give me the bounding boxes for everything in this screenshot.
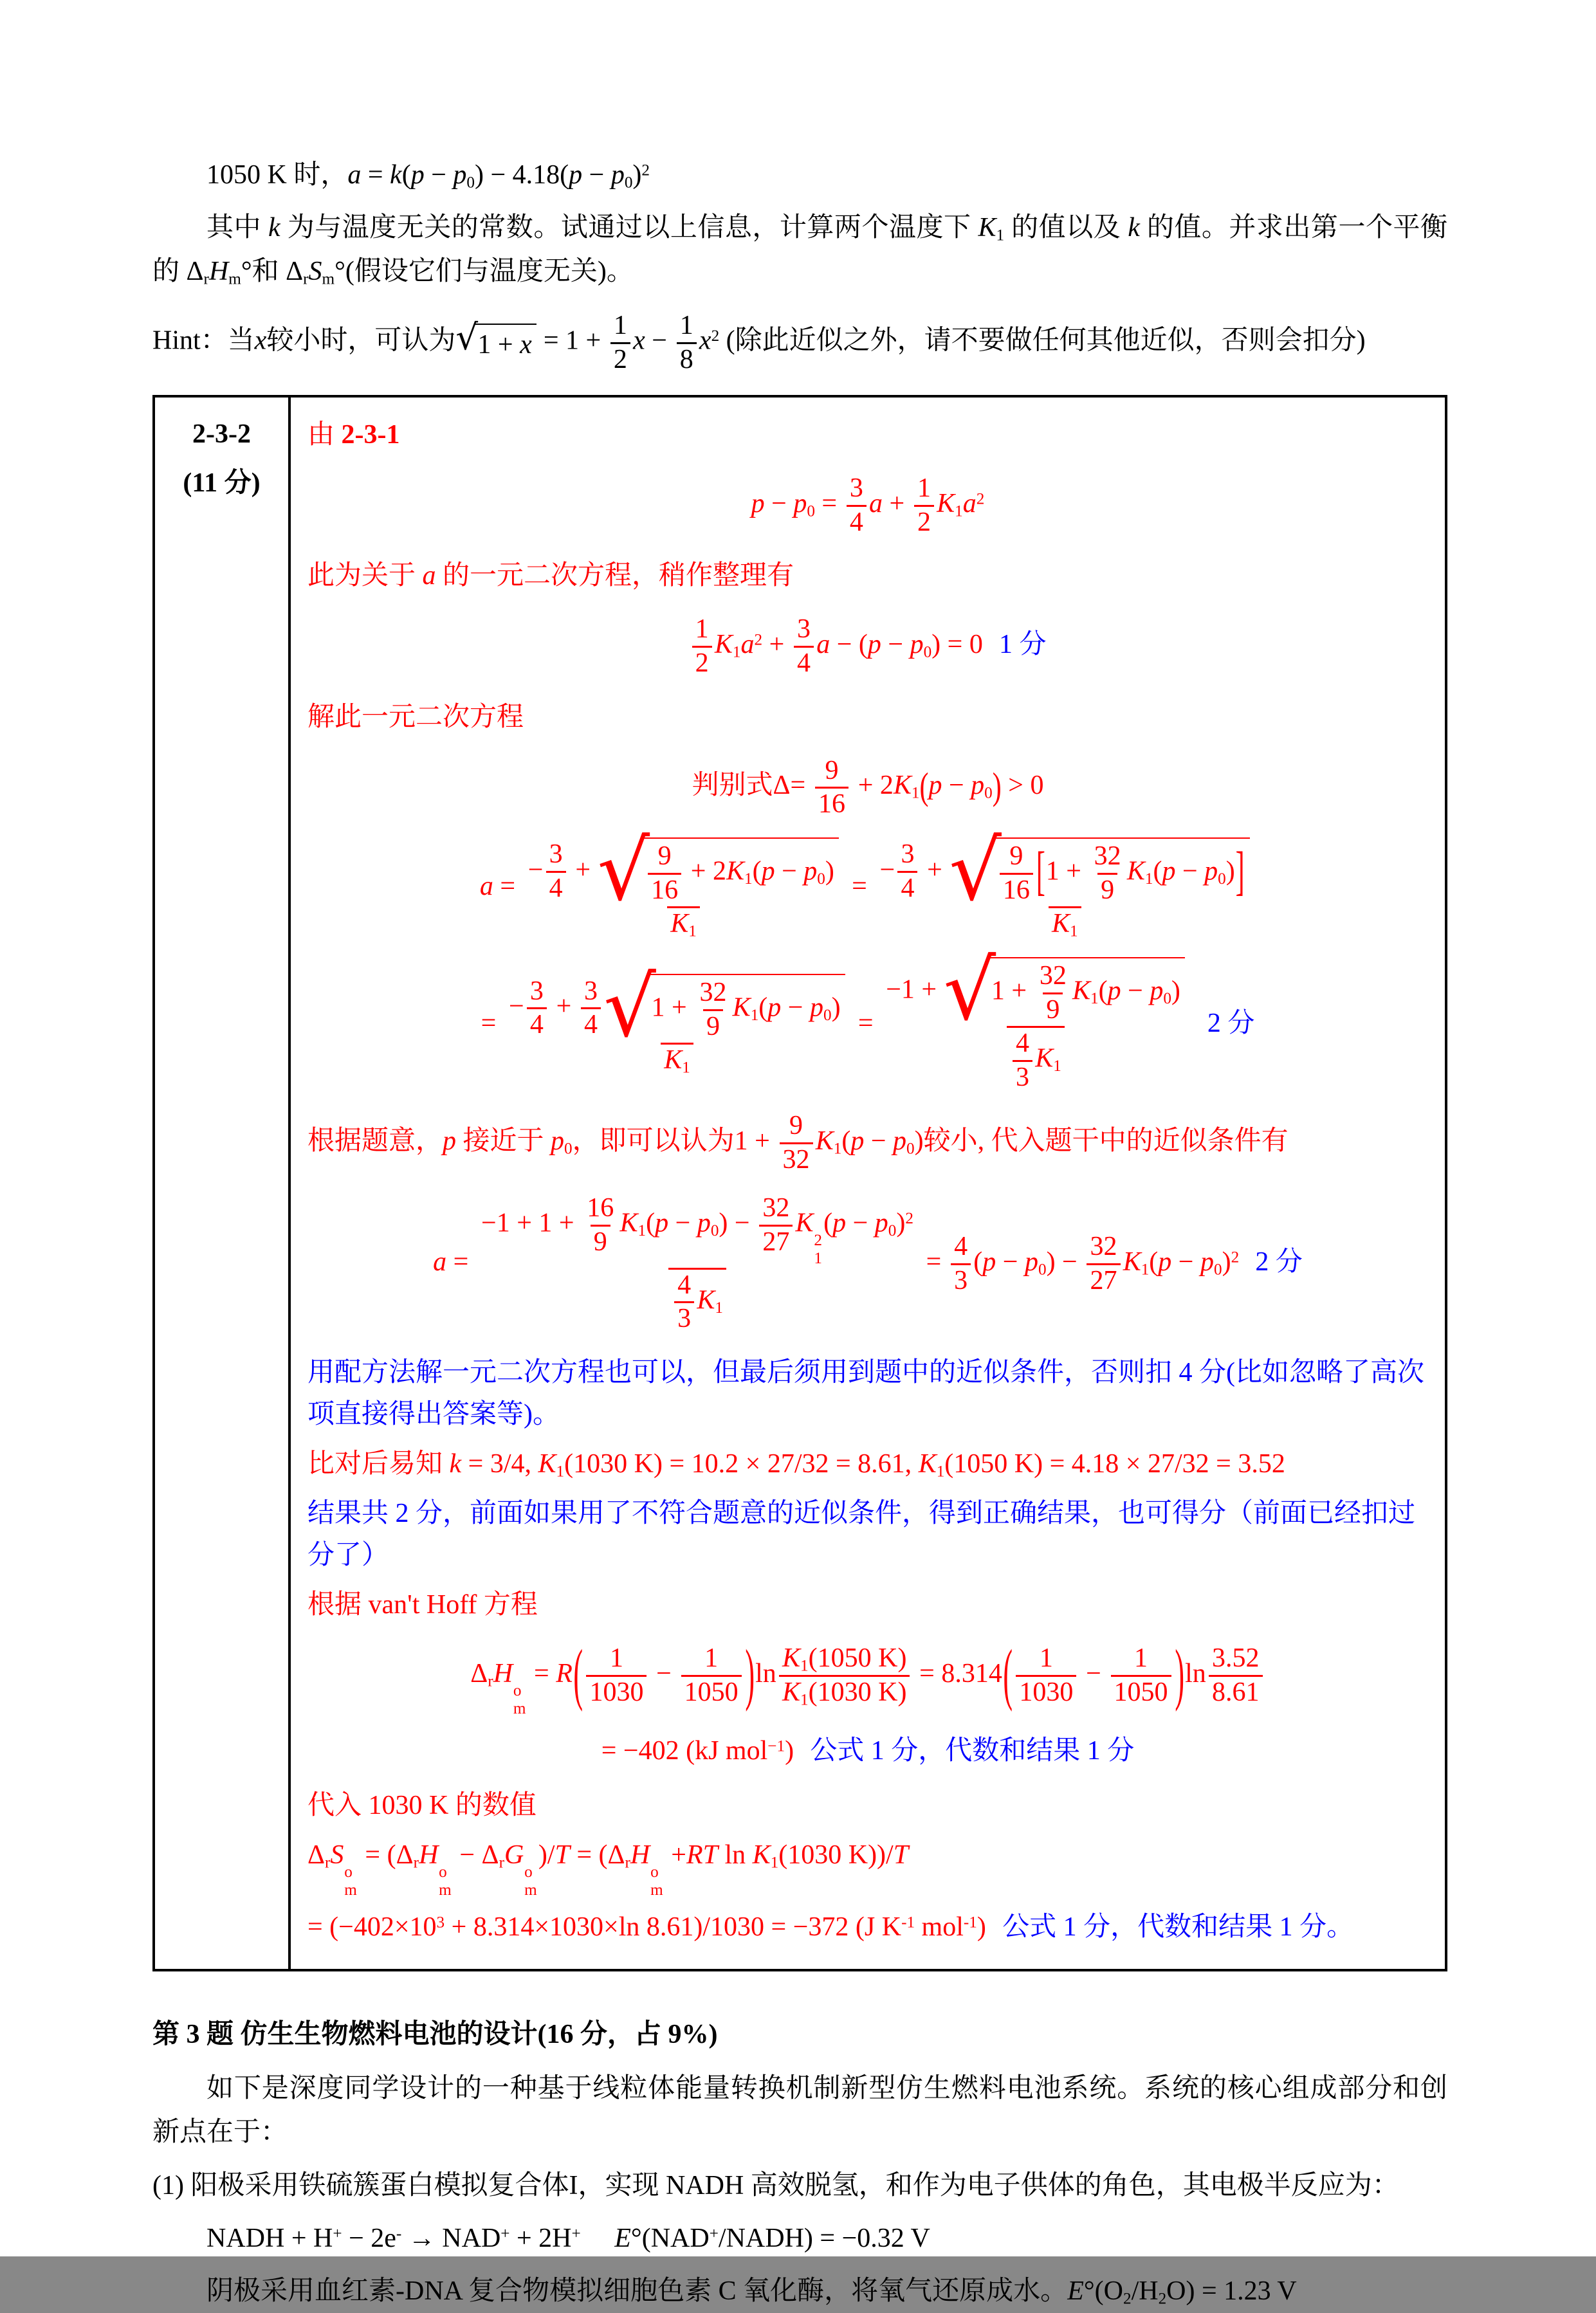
solution-step	[307, 473, 1428, 538]
step-content: 判别式Δ= $\frac{9}{16}$ + $2K_1(p - p_0) > 0$	[692, 771, 1044, 800]
solution-step	[307, 1906, 1428, 1948]
solution-step	[307, 957, 1428, 1094]
solution-step	[307, 1352, 1428, 1436]
score-note: 1 分	[999, 630, 1047, 660]
score-note: 2 分	[1207, 1008, 1255, 1038]
step-content: $p - p_0$ = $\frac{3}{4}$ a + $\frac{1}{2}$ $K_1a^2$	[751, 489, 985, 518]
solution-step	[307, 1493, 1428, 1577]
step-content: = −402 (kJ mol$^{-1}$)	[601, 1736, 794, 1766]
step-content: $\Delta_rS$ o m = ($\Delta_rH$ o m − $\Delta_rG$ o m )$/T = (\Delta_rH$ o m +RT $\ln K_1(1030$ K))/T	[307, 1840, 909, 1899]
section-3-title: 第 3 题 仿生生物燃料电池的设计(16 分，占 9%)	[152, 2020, 718, 2050]
step-content: 代入 1030 K 的数值	[307, 1790, 537, 1820]
step-content: 用配方法解一元二次方程也可以，但最后须用到题中的近似条件，否则扣 4 分(比如忽略了高次项直接得出答案等)。	[307, 1357, 1424, 1429]
solution-step	[307, 1734, 1428, 1768]
step-content: a = − $\frac{3}{4}$ + √ $\frac{9}{16}$ + $2K_1(p - p_0)$ $K_1$ = − $\frac{3}{4}$ + √ $\frac{9}{16}$ [1 + $\frac{32}{9}$ $K_1(p - p_0)$] $K_1$	[480, 872, 1256, 901]
solution-step	[307, 1110, 1428, 1176]
step-content: 解此一元二次方程	[307, 702, 524, 732]
intro-line-1: 1050 K 时，$a = k(p - p_0) - 4.18(p - p_0)^2$	[206, 160, 650, 192]
intro-paragraph: 其中 k 为与温度无关的常数。试通过以上信息，计算两个温度下 $K_1$ 的值以及 k 的值。并求出第一个平衡的 $\Delta_rH_m^\circ$和 $\Delta_rS_m^\circ$(假设它们与温度无关)。	[152, 213, 1447, 288]
section-3-intro: 如下是深度同学设计的一种基于线粒体能量转换机制新型仿生燃料电池系统。系统的核心组成部分和创新点在于：	[152, 2074, 1447, 2148]
solution-step	[307, 1785, 1428, 1827]
step-content: a = −1 + 1 + $\frac{16}{9}$ $K_1(p - p_0)$ − $\frac{32}{27}$ K 2 1 $(p - p_0)^2$ $\frac{4}{3}$ $K_1$ = $\frac{4}{3}$ $(p - p_0)$ − $\frac{32}{27}$ $K_1(p - p_0)^2$	[433, 1247, 1239, 1277]
step-content: = − $\frac{3}{4}$ + $\frac{3}{4}$ √ 1 + $\frac{32}{9}$ $K_1(p - p_0)$ $K_1$ = −1 + √ 1 + $\frac{32}{9}$ $K_1(p - p_0)$ $\frac{4}{3}$ $K_1$	[481, 1009, 1191, 1038]
score-note: 2 分	[1255, 1247, 1303, 1277]
step-content: 比对后易知 k = 3/4, $K_1(1030$ K) = 10.2 × 27/32 = 8.61, $K_1(1050$ K) = 4.18 × 27/32 = 3.52	[307, 1449, 1285, 1481]
solution-step	[307, 614, 1428, 679]
solution-step	[307, 1193, 1428, 1335]
step-content: $\Delta_rH$ o m = R( $\frac{1}{1030}$ − $\frac{1}{1050}$ )ln $\frac{K_1(1050 K)}{K_1(1030 K)}$ = 8.314( $\frac{1}{1030}$ − $\frac{1}{1050}$ )ln $\frac{3.52}{8.61}$	[470, 1659, 1265, 1688]
solution-step	[307, 1834, 1428, 1899]
anode-half-reaction: NADH + H+ − 2e- → NAD+ + 2H+ E°(NAD+/NADH) = −0.32 V	[206, 2223, 930, 2253]
solution-step	[307, 1584, 1428, 1626]
score-note: 公式 1 分，代数和结果 1 分。	[1002, 1912, 1354, 1943]
hint-line: Hint：当x较小时，可认为 √ 1 + x = 1 + $\frac{1}{2}$ x − $\frac{1}{8}$ $x^2$ (除此近似之外，请不要做任何其他近似，否则会扣分)	[152, 310, 1447, 376]
problem-id: 2-3-2	[192, 419, 251, 450]
problem-points: (11 分)	[183, 468, 261, 498]
solution-table	[152, 395, 1447, 1971]
solution-step	[307, 1443, 1428, 1485]
step-content: 由 2-3-1	[307, 420, 400, 450]
solution-cell	[289, 396, 1446, 1970]
solution-step	[307, 755, 1428, 821]
step-content: 根据 van't Hoff 方程	[307, 1590, 538, 1620]
score-note: 公式 1 分，代数和结果 1 分	[810, 1736, 1135, 1766]
step-content: 此为关于 a 的一元二次方程，稍作整理有	[307, 561, 794, 591]
solution-steps	[307, 414, 1428, 1948]
solution-step	[307, 555, 1428, 597]
solution-step	[307, 837, 1428, 940]
section-3-item-1: (1) 阳极采用铁硫簇蛋白模拟复合体I，实现 NADH 高效脱氢，和作为电子供体的角色，其电极半反应为：	[152, 2170, 1399, 2200]
step-content: 结果共 2 分，前面如果用了不符合题意的近似条件，得到正确结果，也可得分（前面已经扣过分了）	[307, 1498, 1416, 1570]
solution-step	[307, 1637, 1428, 1717]
table-row	[154, 396, 1446, 1970]
cathode-description: 阴极采用血红素-DNA 复合物模拟细胞色素 C 氧化酶，将氧气还原成水。$E^\circ(O_2/H_2O) = 1.23$ V	[206, 2276, 1297, 2307]
solution-step	[307, 414, 1428, 456]
problem-id-cell	[154, 396, 289, 1970]
step-content: = ($-402\times 10^3 + 8.314\times 1030\times\ln$ 8.61)/1030 = −372 (J $K^{-1}$ mol$^{-1}$)	[307, 1912, 986, 1943]
solution-step	[307, 697, 1428, 738]
step-content: $\frac{1}{2}$ $K_1a^2$ + $\frac{3}{4}$ $a - (p - p_0) = 0$	[689, 630, 982, 659]
step-content: 根据题意，p 接近于 $p_0$，即可以认为1 + $\frac{9}{32}$ $K_1(p - p_0)$较小, 代入题干中的近似条件有	[307, 1126, 1289, 1156]
